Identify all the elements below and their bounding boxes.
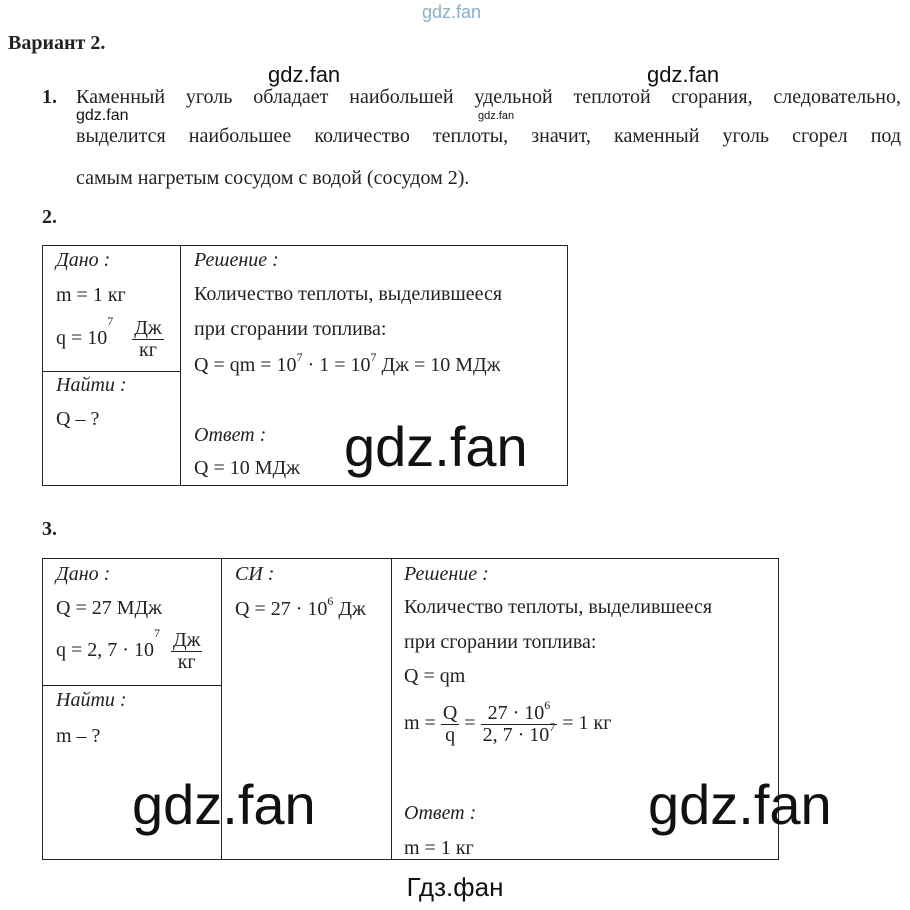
fraction-numerator: $27 \cdot 10^6$ <box>481 703 558 725</box>
watermark-top: gdz.fan <box>422 2 482 22</box>
exponent: 7 <box>296 350 303 364</box>
given-specific-heat <box>56 626 202 673</box>
find-label: Найти : <box>56 689 127 711</box>
equation-part: Q = qm = 10 <box>194 354 297 376</box>
unit-denominator: кг <box>139 339 157 361</box>
given-mass: m = 1 кг <box>56 284 126 306</box>
equation-part: m = <box>404 712 441 735</box>
problem-number: 1. <box>42 86 57 108</box>
equation-part: · 1 = 10 <box>302 354 371 376</box>
find-value: m – ? <box>56 725 101 747</box>
equation-part: = 1 кг <box>557 712 612 735</box>
watermark: gdz.fan <box>478 110 515 122</box>
given-q-value: q = 2, 7 · 10 <box>56 639 154 662</box>
unit-fraction <box>171 630 202 673</box>
answer-value: Q = 10 МДж <box>194 457 300 479</box>
si-part: Q = 27 · 10 <box>235 598 328 620</box>
watermark-large: gdz.fan <box>648 773 832 836</box>
solution-label: Решение : <box>404 563 489 585</box>
solution-equation: m = $\frac{Q}{q}$ = $\frac{27 \cdot 10^6}{2, 7 \cdot 10^7}$ = 1 кг <box>404 698 612 746</box>
solution-text: при сгорании топлива: <box>404 631 597 653</box>
si-part: Дж <box>333 598 366 620</box>
fraction-denominator: 2, $7 \cdot 10^7$ <box>482 720 556 746</box>
solution-text: Количество теплоты, выделившееся <box>194 283 503 305</box>
given-specific-heat <box>56 314 164 361</box>
fraction <box>481 698 558 746</box>
given-label: Дано : <box>56 249 111 271</box>
watermark: gdz.fan <box>647 62 720 87</box>
row-divider <box>42 371 181 372</box>
watermark: gdz.fan <box>76 107 129 124</box>
watermark: gdz.fan <box>268 62 341 87</box>
solution-text: Количество теплоты, выделившееся <box>404 596 713 618</box>
row-divider <box>42 685 222 686</box>
problem-number: 2. <box>42 206 57 228</box>
solution-label: Решение : <box>194 249 279 271</box>
unit-fraction <box>132 318 163 361</box>
given-heat: Q = 27 МДж <box>56 597 162 619</box>
exponent: 6 <box>327 594 334 608</box>
paragraph-line: Каменный уголь обладает наибольшей удельной теплотой сгорания, следовательно, <box>76 86 901 108</box>
solution-equation <box>194 350 501 377</box>
fraction <box>441 703 459 746</box>
paragraph-line: самым нагретым сосудом с водой (сосудом 2). <box>76 167 470 189</box>
fraction-numerator: Q <box>442 702 458 724</box>
exponent: 7 <box>107 314 114 328</box>
unit-numerator: Дж <box>134 317 162 339</box>
problem-number: 3. <box>42 518 57 540</box>
answer-label: Ответ : <box>404 802 477 824</box>
paragraph-line: выделится наибольшее количество теплоты, значит, каменный уголь сгорел под <box>76 125 901 147</box>
footer-watermark: Гдз.фан <box>406 872 504 902</box>
equation-part: Дж = 10 МДж <box>376 354 501 376</box>
answer-label: Ответ : <box>194 424 267 446</box>
given-label: Дано : <box>56 563 111 585</box>
given-q-value: q = 10 <box>56 327 108 350</box>
exponent: 7 <box>370 350 377 364</box>
unit-numerator: Дж <box>172 629 201 651</box>
exponent: 7 <box>153 626 160 640</box>
column-divider <box>391 558 392 860</box>
fraction-denominator: q <box>445 724 456 746</box>
watermark-large: gdz.fan <box>344 415 528 478</box>
si-value <box>235 594 366 621</box>
si-label: СИ : <box>235 563 275 585</box>
column-divider <box>180 245 181 486</box>
watermark-large: gdz.fan <box>132 773 316 836</box>
solution-text: при сгорании топлива: <box>194 318 387 340</box>
variant-heading: Вариант 2. <box>8 32 106 54</box>
unit-denominator: кг <box>177 651 196 673</box>
find-label: Найти : <box>56 374 127 396</box>
answer-value: m = 1 кг <box>404 837 474 859</box>
solution-equation: Q = qm <box>404 665 466 687</box>
find-value: Q – ? <box>56 408 100 430</box>
